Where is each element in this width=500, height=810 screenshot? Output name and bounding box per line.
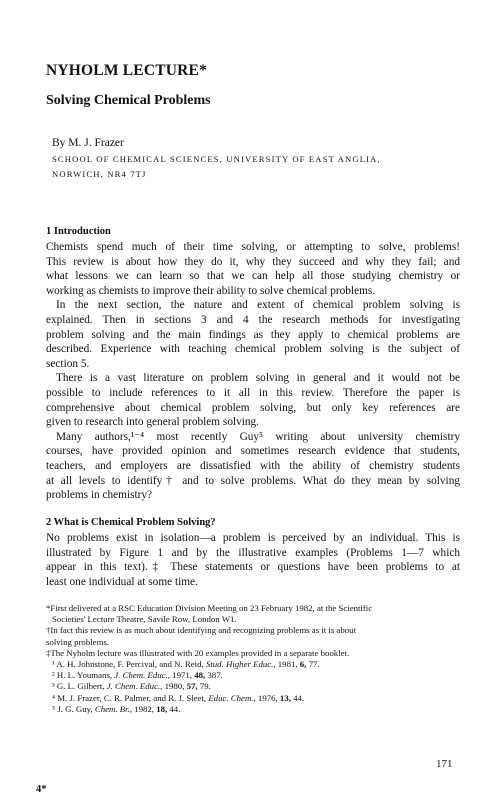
body-line: In the next section, the nature and extent of chemical problem solving is <box>56 299 460 312</box>
body-line: given to research into general problem solving. <box>46 416 260 429</box>
section-body-problem-solving <box>46 531 460 589</box>
body-line: possible to include references to it all in this review. Therefore the paper is <box>46 386 460 399</box>
affiliation-line: NORWICH, NR4 7TJ <box>52 169 147 179</box>
body-line: teachers, and employers are dissatisfied with the ability of chemistry students <box>46 459 460 472</box>
footnotes <box>46 603 460 715</box>
footnote-line: *First delivered at a RSC Education Division Meeting on 23 February 1982, at the Scientific <box>46 603 373 613</box>
footnote-line: solving problems. <box>46 636 110 647</box>
section-body-introduction <box>46 240 460 503</box>
reference-item: ² H. L. Youmans, J. Chem. Educ., 1971, 48, 387. <box>52 670 223 681</box>
article-title: Solving Chemical Problems <box>46 93 211 108</box>
affiliation <box>52 152 462 182</box>
footnote-line: ‡The Nyholm lecture was illustrated with 20 examples provided in a separate booklet. <box>46 647 350 658</box>
body-line: problem solving and the main findings as they apply to chemical problems are <box>46 328 460 341</box>
footnote-line: Societies' Lecture Theatre, Savile Row, London W1. <box>52 614 237 625</box>
reference-item: ⁴ M. J. Frazer, C. R. Palmer, and R. J. Sleet, Educ. Chem., 1976, 13, 44. <box>52 692 305 703</box>
body-line: problems in chemistry? <box>46 489 153 502</box>
body-line: comprehensive about chemical problem solving, but only key references are <box>46 401 460 414</box>
reference-item: ⁵ J. G. Guy, Chem. Br., 1982, 18, 44. <box>52 703 181 714</box>
affiliation-line: SCHOOL OF CHEMICAL SCIENCES, UNIVERSITY OF EAST ANGLIA, <box>52 154 381 164</box>
signature-mark: 4* <box>36 784 47 795</box>
body-line: appear in this text).‡ These statements or questions have been problems to at <box>46 561 460 574</box>
body-line: least one individual at some time. <box>46 575 198 588</box>
body-line: No problems exist in isolation—a problem is perceived by an individual. This is <box>46 532 460 544</box>
section-heading-introduction: 1 Introduction <box>46 226 111 237</box>
body-line: explained. Then in sections 3 and 4 the research methods for investigating <box>46 313 460 326</box>
body-line: what lessons we can learn so that we can help all those studying chemistry or <box>46 270 460 283</box>
reference-item: ¹ A. H. Johnstone, F. Percival, and N. Reid, Stud. Higher Educ., 1981, 6, 77. <box>52 659 320 670</box>
body-line: Chemists spend much of their time solving, or attempting to solve, problems! <box>46 241 460 253</box>
body-line: at all levels to identify† and to solve problems. What do they mean by solving <box>46 474 460 487</box>
body-line: described. Experience with teaching chemical problem solving is the subject of <box>46 343 460 356</box>
section-heading-problem-solving: 2 What is Chemical Problem Solving? <box>46 517 216 528</box>
body-line: There is a vast literature on problem solving in general and it would not be <box>56 372 460 385</box>
byline: By M. J. Frazer <box>52 137 124 149</box>
body-line: section 5. <box>46 357 90 370</box>
reference-item: ³ G. L. Gilbert, J. Chem. Educ., 1980, 57, 79. <box>52 681 211 692</box>
body-line: Many authors,¹⁻⁴ most recently Guy⁵ writing about university chemistry <box>56 430 460 443</box>
body-line: illustrated by Figure 1 and by the illustrative examples (Problems 1—7 which <box>46 546 460 559</box>
body-line: This review is about how they do it, why they succeed and why they fail; and <box>46 255 460 268</box>
body-line: working as chemists to improve their ability to solve chemical problems. <box>46 284 376 297</box>
page-number: 171 <box>436 758 453 770</box>
footnote-line: †In fact this review is as much about identifying and recognizing problems as it is about <box>46 625 357 636</box>
body-line: courses, have provided opinion and sometimes research evidence that students, <box>46 445 460 458</box>
series-title: NYHOLM LECTURE* <box>46 62 208 79</box>
